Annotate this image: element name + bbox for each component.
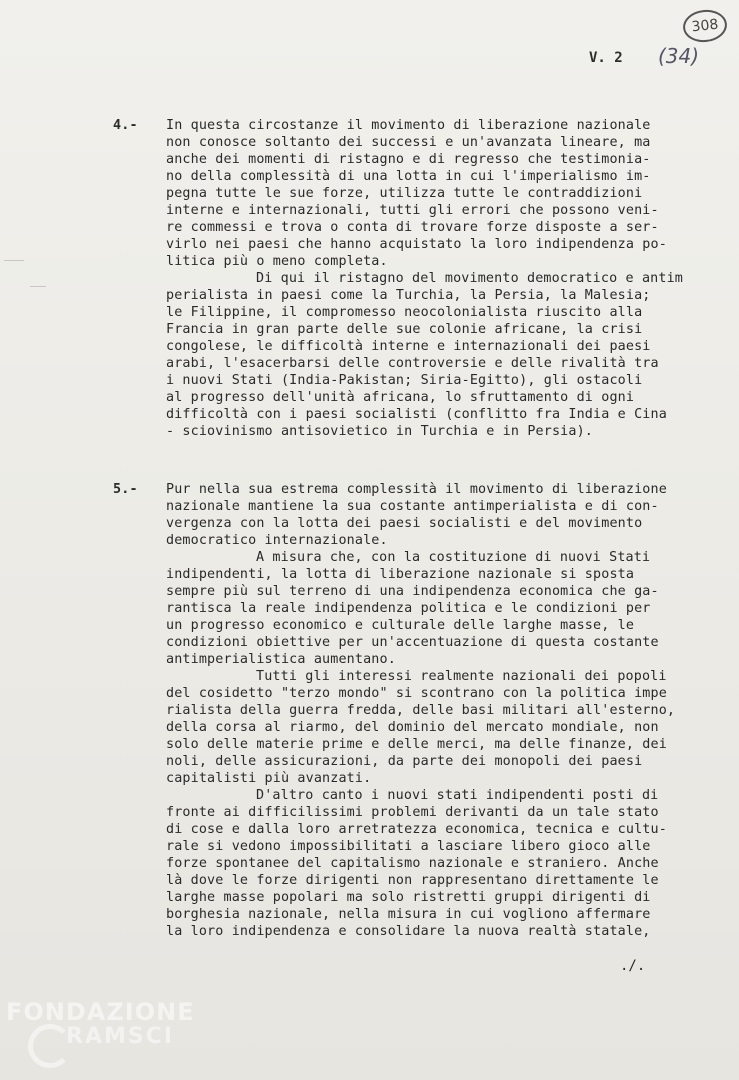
text-line: interne e internazionali, tutti gli errori che possono veni- (166, 203, 659, 218)
text-line: un progresso economico e culturale delle larghe masse, le (166, 618, 635, 633)
text-line: anche dei momenti di ristagno e di regresso che testimonia- (166, 152, 651, 167)
margin-mark (30, 286, 46, 287)
text-line: al progresso dell'unità africana, lo sfruttamento di ogni (166, 390, 635, 405)
text-line: capitalisti più avanzati. (166, 771, 372, 786)
watermark-text: RAMSCI (66, 1024, 175, 1049)
text-line: della corsa al riarmo, del dominio del mercato mondiale, non (166, 720, 659, 735)
text-line: là dove le forze dirigenti non rappresentano direttamente le (166, 873, 659, 888)
text-line: nazionale mantiene la sua costante antimperialista e di con- (166, 499, 659, 514)
handwritten-page-number: (34) (658, 44, 700, 68)
text-line: del cosidetto "terzo mondo" si scontrano con la politica impe (166, 686, 667, 701)
paragraph-number: 5.- (113, 482, 138, 497)
text-line: di cose e dalla loro arretratezza economica, tecnica e cultu- (166, 822, 667, 837)
text-line: congolese, le difficoltà interne e internazionali dei paesi (166, 339, 651, 354)
text-line: forze spontanee del capitalismo nazionale e straniero. Anche (166, 856, 659, 871)
text-line: A misura che, con la costituzione di nuovi Stati (256, 550, 651, 565)
text-line: In questa circostanze il movimento di liberazione nazionale (166, 118, 651, 133)
text-line: antimperialistica aumentano. (166, 652, 396, 667)
page-reference: V. 2 (589, 50, 623, 66)
text-line: Francia in gran parte delle sue colonie africane, la crisi (166, 322, 643, 337)
text-line: la loro indipendenza e consolidare la nuova realtà statale, (166, 924, 651, 939)
watermark-text: FONDAZIONE (6, 998, 195, 1026)
text-line: borghesia nazionale, nella misura in cui vogliono affermare (166, 907, 651, 922)
text-line: D'altro canto i nuovi stati indipendenti posti di (256, 788, 659, 803)
text-line: vergenza con la lotta dei paesi socialisti e del movimento (166, 516, 643, 531)
text-line: i nuovi Stati (India-Pakistan; Siria-Egitto), gli ostacoli (166, 373, 643, 388)
text-line: litica più o meno completa. (166, 254, 388, 269)
text-line: condizioni obiettive per un'accentuazione di questa costante (166, 635, 659, 650)
text-line: non conosce soltanto dei successi e un'avanzata lineare, ma (166, 135, 651, 150)
text-line: virlo nei paesi che hanno acquistato la loro indipendenza po- (166, 237, 667, 252)
text-line: re commessi e trova o conta di trovare forze disposte a ser- (166, 220, 659, 235)
text-line: no della complessità di una lotta in cui l'imperialismo im- (166, 169, 651, 184)
text-line: arabi, l'esacerbarsi delle controversie e delle rivalità tra (166, 356, 659, 371)
text-line: perialista in paesi come la Turchia, la Persia, la Malesia; (166, 288, 651, 303)
margin-mark (4, 260, 24, 261)
continuation-mark: ./. (620, 958, 646, 974)
text-line: rialista della guerra fredda, delle basi militari all'esterno, (166, 703, 676, 718)
text-line: noli, delle assicurazioni, da parte dei monopoli dei paesi (166, 754, 643, 769)
text-line: larghe masse popolari ma solo ristretti gruppi dirigenti di (166, 890, 651, 905)
text-line: Tutti gli interessi realmente nazionali dei popoli (256, 669, 667, 684)
text-line: solo delle materie prime e delle merci, ma delle finanze, dei (166, 737, 667, 752)
text-line: rale si vedono impossibilitati a lasciare libero gioco alle (166, 839, 651, 854)
text-line: difficoltà con i paesi socialisti (conflitto fra India e Cina (166, 407, 667, 422)
text-line: Di qui il ristagno del movimento democratico e antim (256, 271, 684, 286)
text-line: pegna tutte le sue forze, utilizza tutte le contraddizioni (166, 186, 643, 201)
text-line: indipendenti, la lotta di liberazione nazionale si sposta (166, 567, 635, 582)
text-line: rantisca la reale indipendenza politica e le condizioni per (166, 601, 651, 616)
text-line: fronte ai difficilissimi problemi derivanti da un tale stato (166, 805, 659, 820)
paragraph-number: 4.- (113, 118, 138, 133)
text-line: Pur nella sua estrema complessità il movimento di liberazione (166, 482, 667, 497)
text-line: sempre più sul terreno di una indipendenza economica che ga- (166, 584, 659, 599)
text-line: - sciovinismo antisovietico in Turchia e in Persia). (166, 424, 594, 439)
archive-stamp: 308 (681, 8, 728, 44)
text-line: le Filippine, il compromesso neocolonialista riuscito alla (166, 305, 643, 320)
text-line: democratico internazionale. (166, 533, 388, 548)
